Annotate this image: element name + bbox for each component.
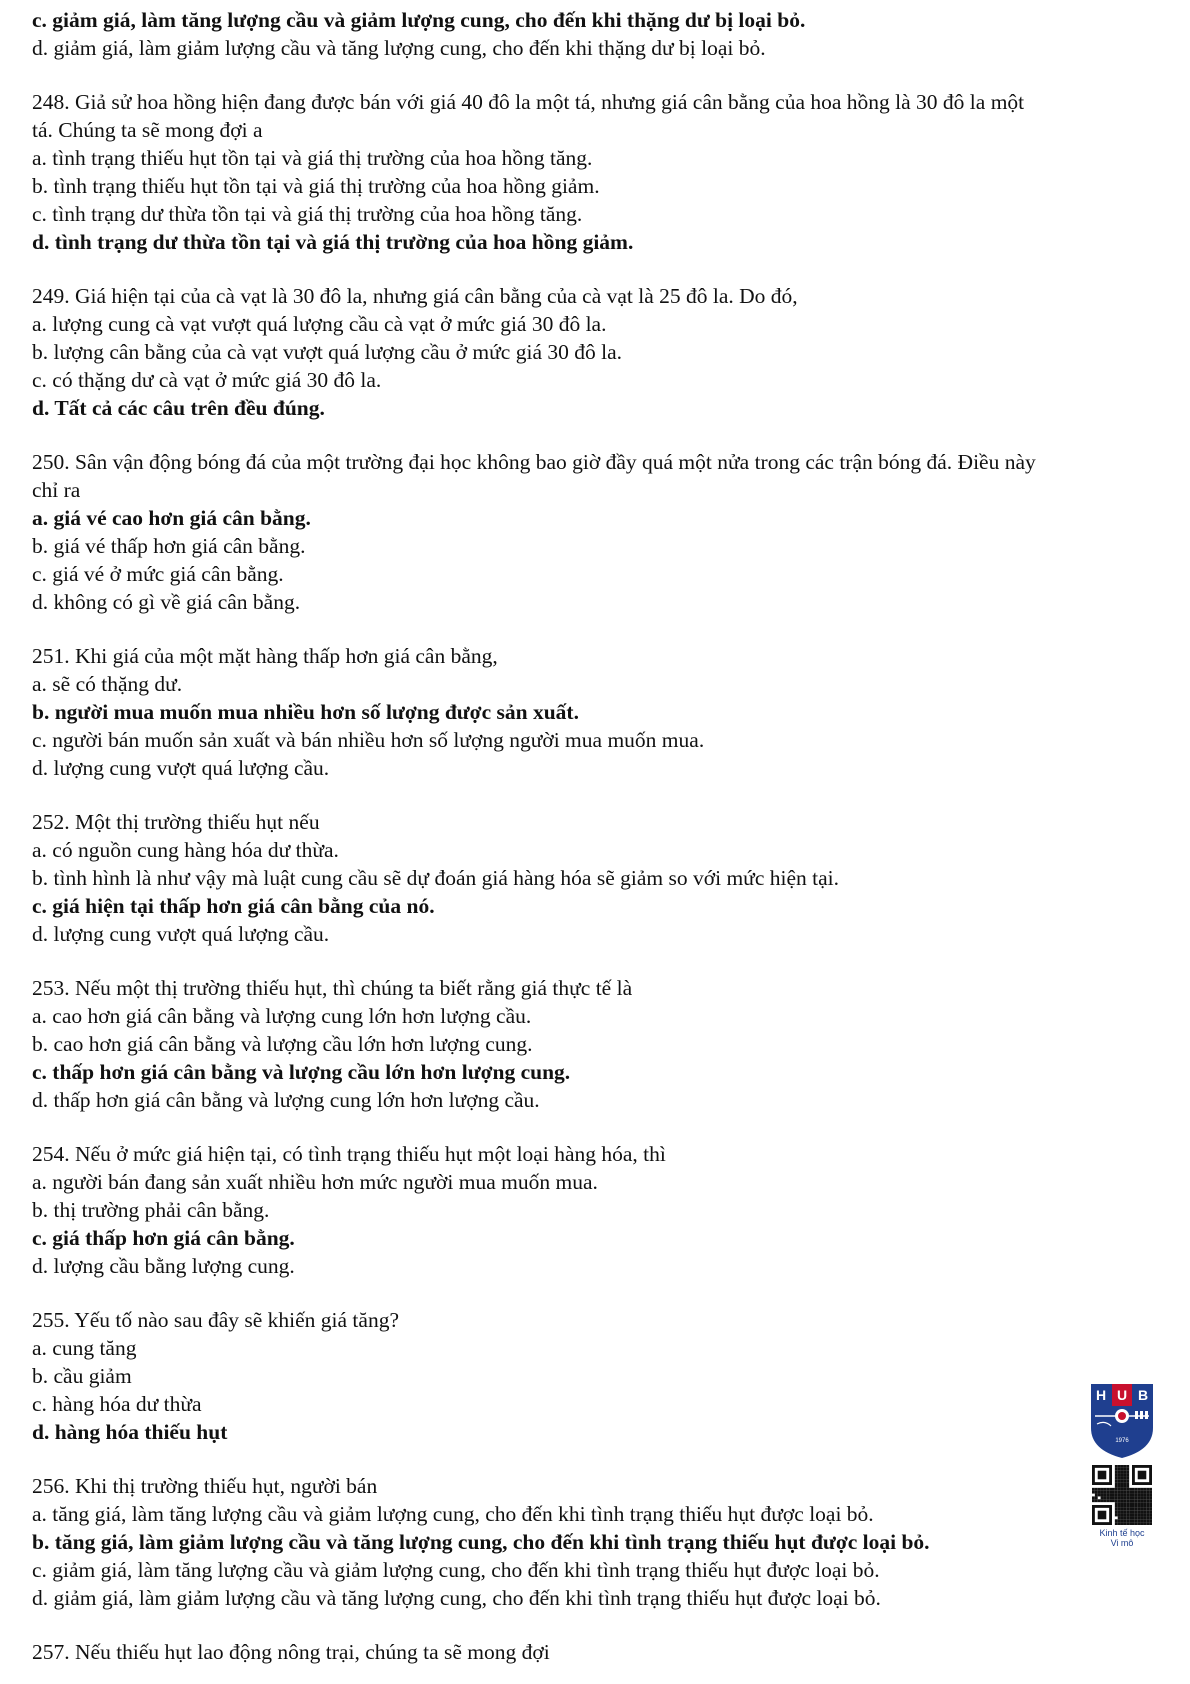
question-stem: 252. Một thị trường thiếu hụt nếu	[32, 810, 320, 834]
question-spacer	[32, 782, 1162, 808]
answer-option-correct: d. Tất cả các câu trên đều đúng.	[32, 396, 325, 420]
course-brand	[1082, 1528, 1162, 1548]
answer-option-correct: c. giá hiện tại thấp hơn giá cân bằng của nó.	[32, 894, 435, 918]
question-spacer	[32, 1280, 1162, 1306]
answer-option: b. thị trường phải cân bằng.	[32, 1198, 270, 1222]
answer-option-correct: d. tình trạng dư thừa tồn tại và giá thị trường của hoa hồng giảm.	[32, 230, 634, 254]
answer-option: b. giá vé thấp hơn giá cân bằng.	[32, 534, 306, 558]
answer-option-correct: b. tăng giá, làm giảm lượng cầu và tăng lượng cung, cho đến khi tình trạng thiếu hụt được loại bỏ.	[32, 1530, 930, 1554]
answer-option-correct: c. thấp hơn giá cân bằng và lượng cầu lớn hơn lượng cung.	[32, 1060, 571, 1084]
answer-option: a. sẽ có thặng dư.	[32, 672, 183, 696]
logo-letter-h: H	[1095, 1387, 1107, 1403]
question-stem: chỉ ra	[32, 478, 81, 502]
answer-option: a. lượng cung cà vạt vượt quá lượng cầu cà vạt ở mức giá 30 đô la.	[32, 312, 607, 336]
answer-option-correct: a. giá vé cao hơn giá cân bằng.	[32, 506, 311, 530]
answer-option: c. giảm giá, làm tăng lượng cầu và giảm lượng cung, cho đến khi tình trạng thiếu hụt được loại bỏ.	[32, 1558, 880, 1582]
shield-icon	[1087, 1380, 1157, 1460]
answer-option: b. lượng cân bằng của cà vạt vượt quá lượng cầu ở mức giá 30 đô la.	[32, 340, 623, 364]
answer-option: a. tăng giá, làm tăng lượng cầu và giảm lượng cung, cho đến khi tình trạng thiếu hụt được loại bỏ.	[32, 1502, 874, 1526]
question-stem: 250. Sân vận động bóng đá của một trường đại học không bao giờ đầy quá một nửa trong các trận bóng đá. Điều này	[32, 450, 1036, 474]
answer-option: d. không có gì về giá cân bằng.	[32, 590, 301, 614]
answer-option: d. giảm giá, làm giảm lượng cầu và tăng lượng cung, cho đến khi thặng dư bị loại bỏ.	[32, 36, 766, 60]
answer-option: d. giảm giá, làm giảm lượng cầu và tăng lượng cung, cho đến khi tình trạng thiếu hụt được loại bỏ.	[32, 1586, 881, 1610]
answer-option: c. có thặng dư cà vạt ở mức giá 30 đô la.	[32, 368, 382, 392]
answer-option: a. tình trạng thiếu hụt tồn tại và giá thị trường của hoa hồng tăng.	[32, 146, 593, 170]
answer-option: b. cao hơn giá cân bằng và lượng cầu lớn hơn lượng cung.	[32, 1032, 533, 1056]
answer-option: c. tình trạng dư thừa tồn tại và giá thị trường của hoa hồng tăng.	[32, 202, 583, 226]
question-spacer	[32, 422, 1162, 448]
logo-letter-u: U	[1116, 1387, 1128, 1403]
question-stem: tá. Chúng ta sẽ mong đợi a	[32, 118, 263, 142]
answer-option-correct: c. giá thấp hơn giá cân bằng.	[32, 1226, 295, 1250]
qr-code	[1092, 1465, 1152, 1525]
logo-letter-b: B	[1137, 1387, 1149, 1403]
question-stem: 254. Nếu ở mức giá hiện tại, có tình trạng thiếu hụt một loại hàng hóa, thì	[32, 1142, 666, 1166]
question-list	[32, 6, 1162, 1666]
answer-option: d. thấp hơn giá cân bằng và lượng cung lớn hơn lượng cầu.	[32, 1088, 540, 1112]
question-spacer	[32, 948, 1162, 974]
university-logo	[1087, 1380, 1157, 1466]
question-stem: 248. Giả sử hoa hồng hiện đang được bán với giá 40 đô la một tá, nhưng giá cân bằng của hoa hồng là 30 đô la một	[32, 90, 1025, 114]
answer-option: a. cung tăng	[32, 1336, 137, 1360]
answer-option: a. có nguồn cung hàng hóa dư thừa.	[32, 838, 339, 862]
brand-line-2: Vi mô	[1110, 1538, 1134, 1548]
answer-option-correct: c. giảm giá, làm tăng lượng cầu và giảm lượng cung, cho đến khi thặng dư bị loại bỏ.	[32, 8, 806, 32]
answer-option: b. tình hình là như vậy mà luật cung cầu sẽ dự đoán giá hàng hóa sẽ giảm so với mức hiện tại.	[32, 866, 840, 890]
question-stem: 251. Khi giá của một mặt hàng thấp hơn giá cân bằng,	[32, 644, 498, 668]
question-stem: 255. Yếu tố nào sau đây sẽ khiến giá tăng?	[32, 1308, 399, 1332]
answer-option: d. lượng cung vượt quá lượng cầu.	[32, 922, 330, 946]
answer-option-correct: d. hàng hóa thiếu hụt	[32, 1420, 228, 1444]
question-stem: 253. Nếu một thị trường thiếu hụt, thì chúng ta biết rằng giá thực tế là	[32, 976, 633, 1000]
answer-option: c. hàng hóa dư thừa	[32, 1392, 202, 1416]
brand-line-1: Kinh tế học	[1099, 1528, 1145, 1538]
answer-option-correct: b. người mua muốn mua nhiều hơn số lượng được sản xuất.	[32, 700, 579, 724]
answer-option: b. cầu giảm	[32, 1364, 132, 1388]
answer-option: a. người bán đang sản xuất nhiều hơn mức người mua muốn mua.	[32, 1170, 598, 1194]
answer-option: d. lượng cung vượt quá lượng cầu.	[32, 756, 330, 780]
question-spacer	[32, 1114, 1162, 1140]
answer-option: c. giá vé ở mức giá cân bằng.	[32, 562, 284, 586]
question-stem: 249. Giá hiện tại của cà vạt là 30 đô la, nhưng giá cân bằng của cà vạt là 25 đô la. Do đó,	[32, 284, 798, 308]
question-spacer	[32, 616, 1162, 642]
question-spacer	[32, 1612, 1162, 1638]
answer-option: a. cao hơn giá cân bằng và lượng cung lớn hơn lượng cầu.	[32, 1004, 532, 1028]
question-spacer	[32, 256, 1162, 282]
question-stem: 256. Khi thị trường thiếu hụt, người bán	[32, 1474, 378, 1498]
logo-year: 1976	[1115, 1438, 1129, 1444]
question-stem: 257. Nếu thiếu hụt lao động nông trại, chúng ta sẽ mong đợi	[32, 1640, 550, 1664]
question-spacer	[32, 62, 1162, 88]
question-spacer	[32, 1446, 1162, 1472]
answer-option: b. tình trạng thiếu hụt tồn tại và giá thị trường của hoa hồng giảm.	[32, 174, 600, 198]
answer-option: c. người bán muốn sản xuất và bán nhiều hơn số lượng người mua muốn mua.	[32, 728, 705, 752]
answer-option: d. lượng cầu bằng lượng cung.	[32, 1254, 295, 1278]
